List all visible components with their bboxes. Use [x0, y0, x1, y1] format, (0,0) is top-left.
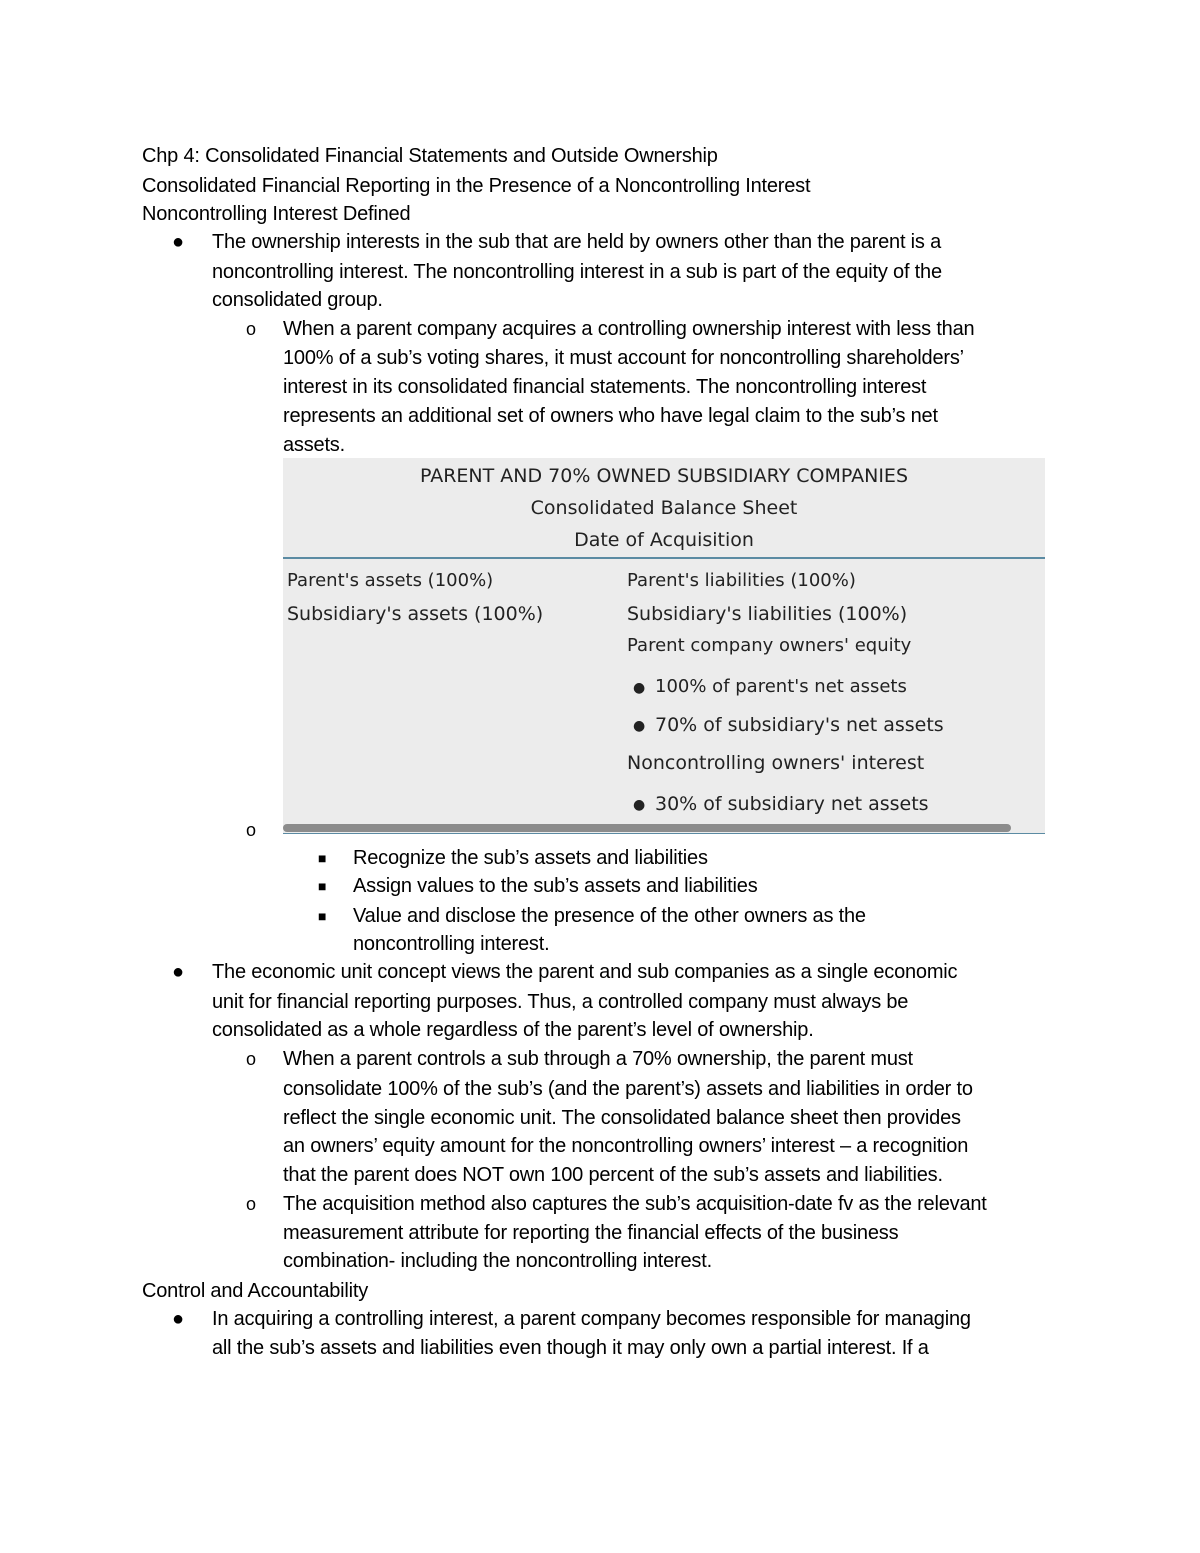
figure-scrollbar[interactable]: [283, 824, 1011, 832]
bullet-icon: ●: [172, 231, 185, 253]
list-item: noncontrolling interest.: [353, 933, 550, 955]
paragraph-line: consolidated group.: [212, 289, 383, 311]
paragraph-line: measurement attribute for reporting the financial effects of the business: [283, 1222, 899, 1244]
section-heading: Consolidated Financial Reporting in the Presence of a Noncontrolling Interest: [142, 175, 811, 197]
square-bullet-icon: ■: [318, 908, 327, 924]
control-heading: Control and Accountability: [142, 1280, 369, 1302]
parent-assets: Parent's assets (100%): [287, 570, 494, 591]
paragraph-line: The economic unit concept views the parent and sub companies as a single economic: [212, 961, 958, 983]
balance-sheet-figure: [283, 458, 1045, 834]
parent-equity-label: Parent company owners' equity: [627, 635, 912, 656]
nci-item: 30% of subsidiary net assets: [655, 793, 929, 815]
circle-bullet-icon: o: [246, 1194, 257, 1214]
paragraph-line: In acquiring a controlling interest, a parent company becomes responsible for managing: [212, 1308, 971, 1330]
figure-bottom-border: [283, 833, 1045, 834]
subsidiary-liabilities: Subsidiary's liabilities (100%): [627, 603, 908, 625]
paragraph-line: interest in its consolidated financial statements. The noncontrolling interest: [283, 376, 927, 398]
list-item: Value and disclose the presence of the other owners as the: [353, 905, 866, 927]
paragraph-line: combination- including the noncontrolling interest.: [283, 1250, 712, 1272]
bullet-icon: ●: [633, 797, 646, 813]
list-item: Recognize the sub’s assets and liabilities: [353, 847, 708, 869]
circle-bullet-icon: o: [246, 1049, 257, 1069]
bullet-icon: ●: [633, 680, 646, 696]
subsection-heading: Noncontrolling Interest Defined: [142, 203, 411, 225]
paragraph-line: The ownership interests in the sub that are held by owners other than the parent is a: [212, 231, 941, 253]
circle-bullet-icon: o: [246, 820, 257, 840]
list-item: Assign values to the sub’s assets and liabilities: [353, 875, 758, 897]
subsidiary-assets: Subsidiary's assets (100%): [287, 603, 544, 625]
paragraph-line: 100% of a sub’s voting shares, it must account for noncontrolling shareholders’: [283, 347, 964, 369]
figure-title: PARENT AND 70% OWNED SUBSIDIARY COMPANIES: [419, 465, 909, 487]
figure-date: Date of Acquisition: [574, 529, 754, 551]
bullet-icon: ●: [633, 718, 646, 734]
square-bullet-icon: ■: [318, 878, 327, 894]
paragraph-line: reflect the single economic unit. The consolidated balance sheet then provides: [283, 1107, 961, 1129]
paragraph-line: all the sub’s assets and liabilities even though it may only own a partial interest. If a: [212, 1337, 929, 1359]
figure-divider: [283, 557, 1045, 559]
bullet-icon: ●: [172, 961, 185, 983]
paragraph-line: assets.: [283, 434, 345, 456]
square-bullet-icon: ■: [318, 850, 327, 866]
paragraph-line: that the parent does NOT own 100 percent of the sub’s assets and liabilities.: [283, 1164, 943, 1186]
chapter-heading: Chp 4: Consolidated Financial Statements and Outside Ownership: [142, 145, 718, 167]
paragraph-line: an owners’ equity amount for the noncontrolling owners’ interest – a recognition: [283, 1135, 969, 1157]
paragraph-line: consolidated as a whole regardless of the parent’s level of ownership.: [212, 1019, 814, 1041]
paragraph-line: noncontrolling interest. The noncontrolling interest in a sub is part of the equity of the: [212, 261, 942, 283]
figure-subtitle: Consolidated Balance Sheet: [530, 497, 798, 519]
paragraph-line: The acquisition method also captures the sub’s acquisition-date fv as the relevant: [283, 1193, 987, 1215]
nci-label: Noncontrolling owners' interest: [627, 752, 925, 774]
bullet-icon: ●: [172, 1308, 185, 1330]
circle-bullet-icon: o: [246, 319, 257, 339]
paragraph-line: consolidate 100% of the sub’s (and the parent’s) assets and liabilities in order to: [283, 1078, 973, 1100]
paragraph-line: When a parent company acquires a controlling ownership interest with less than: [283, 318, 975, 340]
paragraph-line: unit for financial reporting purposes. Thus, a controlled company must always be: [212, 991, 909, 1013]
parent-liabilities: Parent's liabilities (100%): [627, 570, 856, 591]
paragraph-line: When a parent controls a sub through a 70% ownership, the parent must: [283, 1048, 913, 1070]
paragraph-line: represents an additional set of owners who have legal claim to the sub’s net: [283, 405, 938, 427]
parent-equity-item: 70% of subsidiary's net assets: [655, 714, 944, 736]
parent-equity-item: 100% of parent's net assets: [655, 676, 907, 697]
